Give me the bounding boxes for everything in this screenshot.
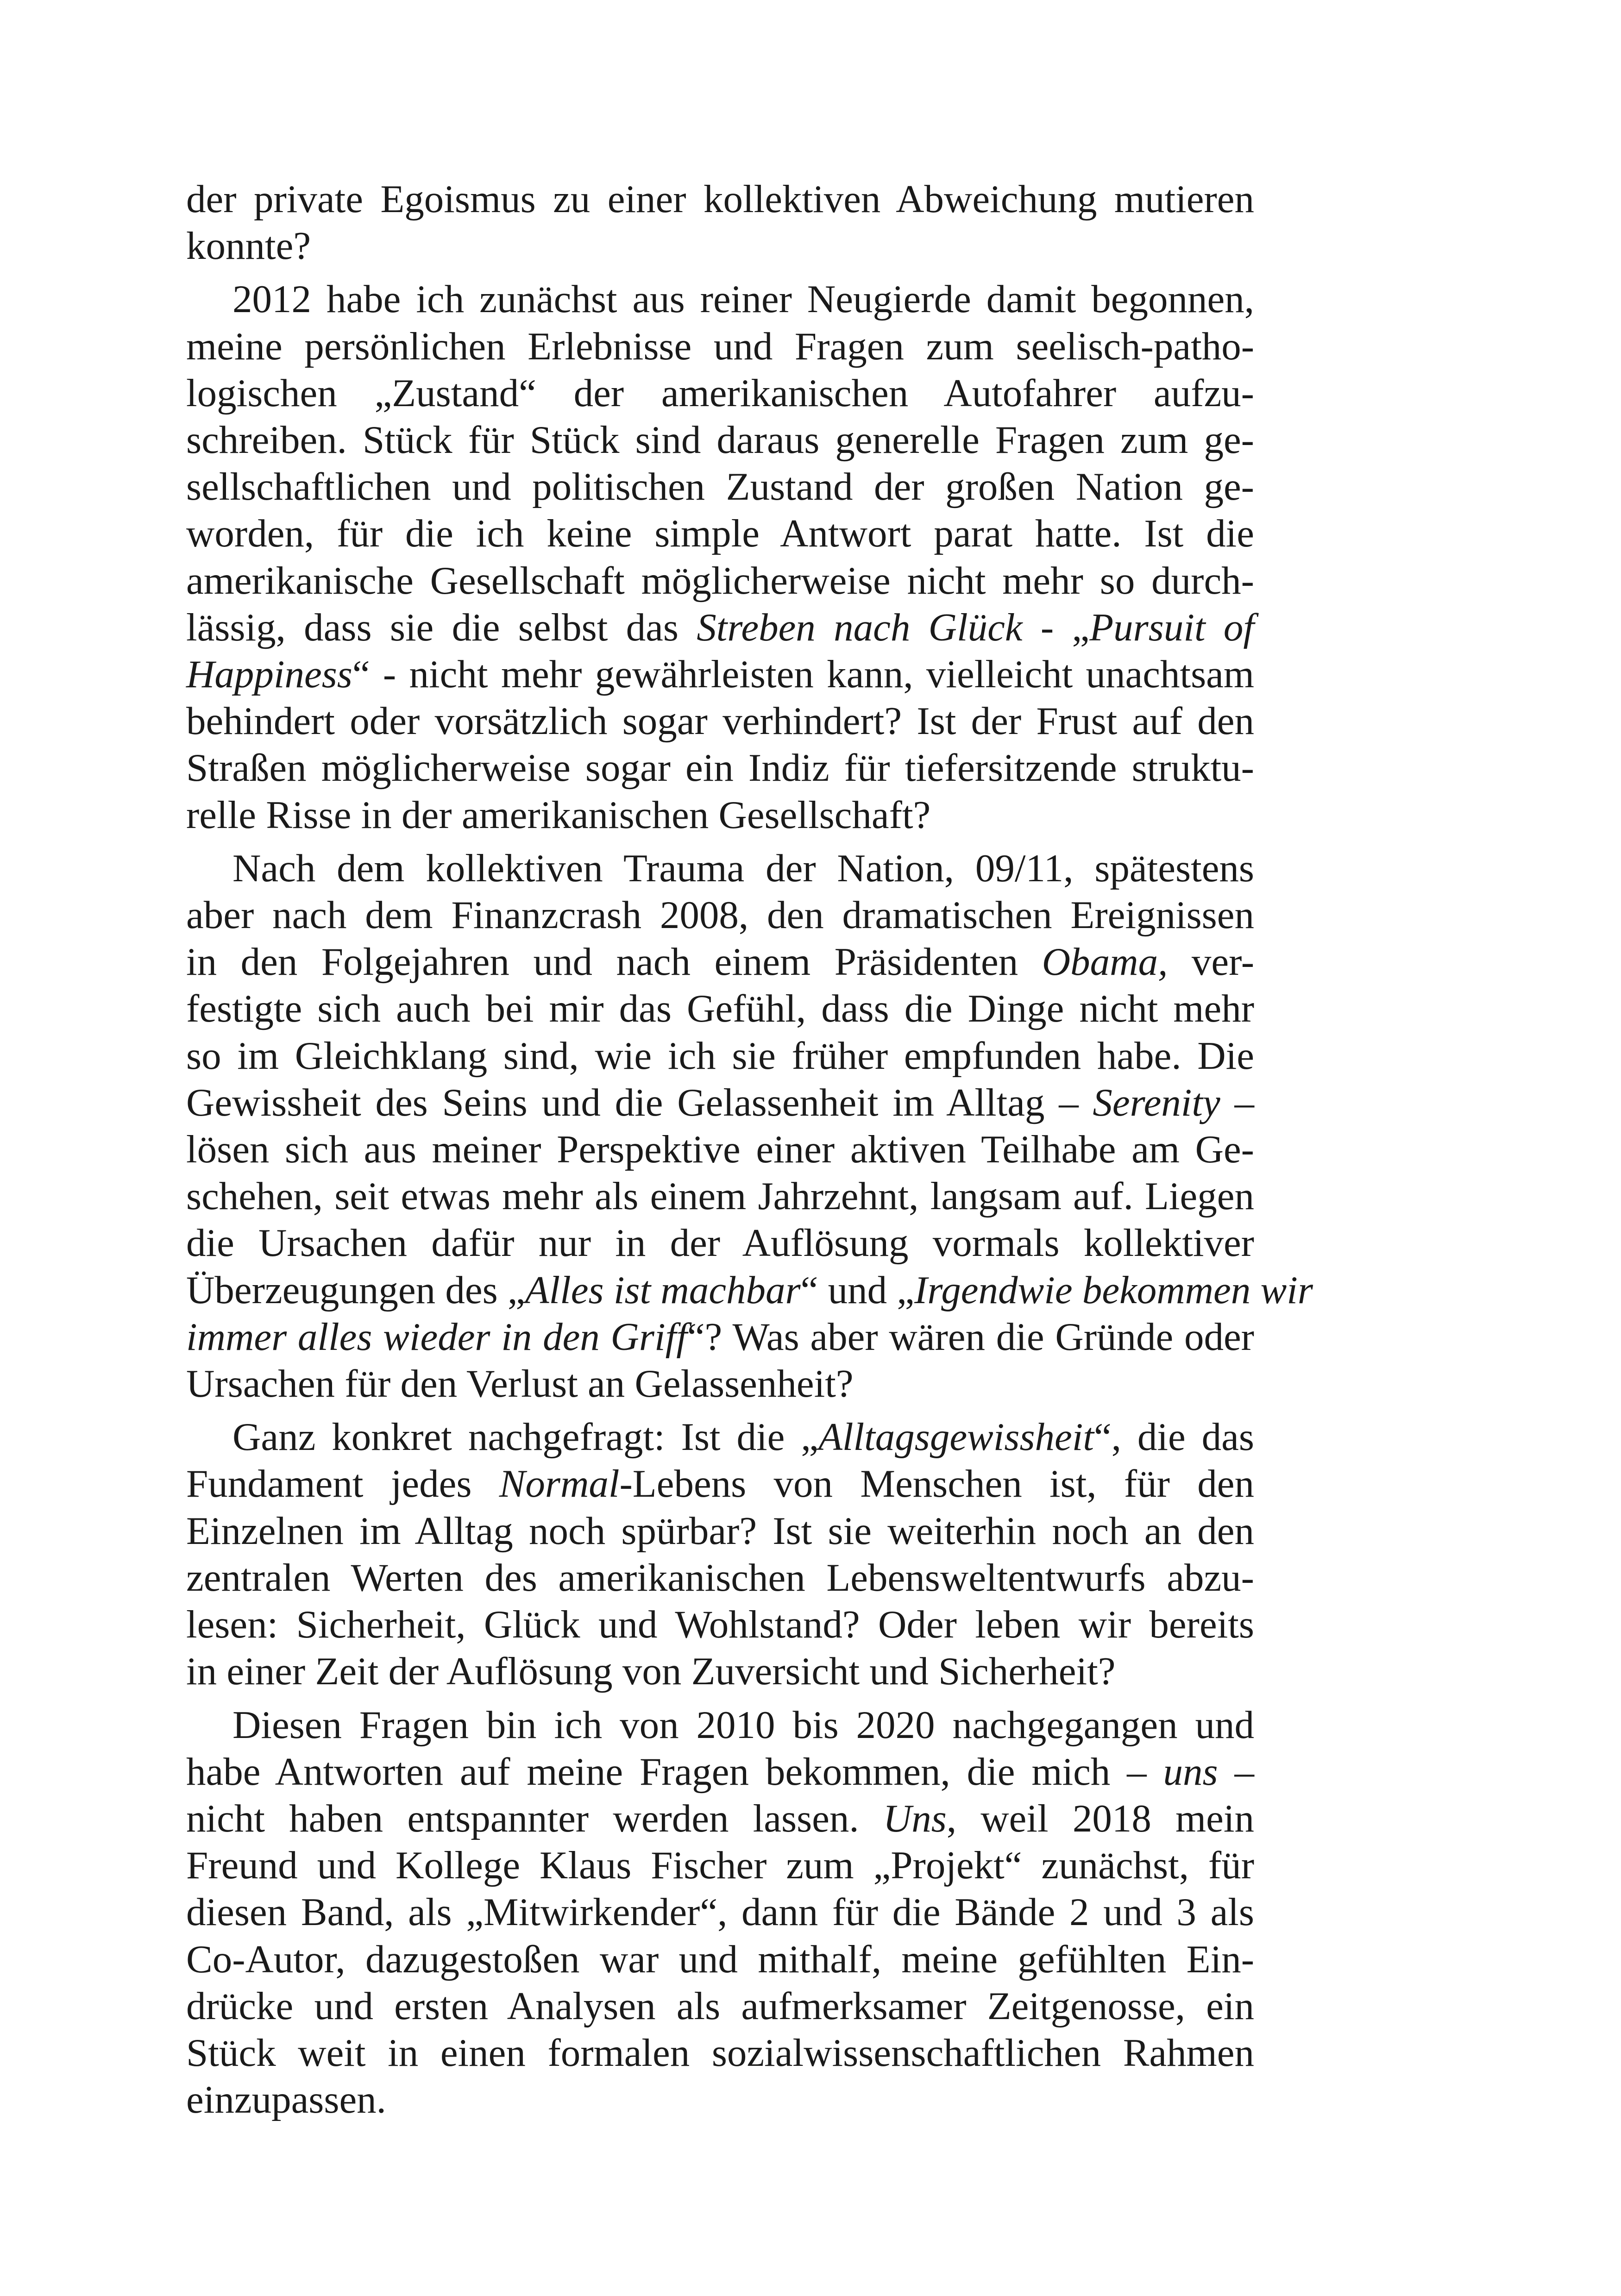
text-run: drücke und ersten Analysen als aufmerksamer Zeitgenosse, ein xyxy=(186,1984,1254,2028)
text-run: konnte? xyxy=(186,224,311,268)
text-run: worden, für die ich keine simple Antwort parat hatte. Ist die xyxy=(186,512,1254,556)
text-line xyxy=(186,1983,1254,2030)
text-line xyxy=(186,2030,1254,2076)
text-line xyxy=(186,1033,1254,1079)
text-line xyxy=(186,558,1254,604)
text-line xyxy=(186,464,1254,510)
text-run: “ und „ xyxy=(800,1268,915,1312)
text-run: zentralen Werten des amerikanischen Lebensweltentwurfs abzu- xyxy=(186,1556,1254,1600)
paragraph xyxy=(186,1702,1254,2124)
text-run: in einer Zeit der Auflösung von Zuversicht und Sicherheit? xyxy=(186,1650,1116,1694)
text-run: nicht haben entspannter werden lassen. xyxy=(186,1796,883,1840)
text-line xyxy=(186,1749,1254,1795)
text-run: meine persönlichen Erlebnisse und Fragen zum seelisch-patho- xyxy=(186,324,1254,368)
emphasis: Streben nach Glück xyxy=(697,605,1023,649)
text-run: – xyxy=(1218,1750,1255,1794)
text-run: 2012 habe ich zunächst aus reiner Neugierde damit begonnen, xyxy=(232,277,1254,321)
text-line xyxy=(186,792,1254,839)
text-line xyxy=(186,1601,1254,1648)
text-line xyxy=(186,1889,1254,1936)
text-line xyxy=(186,1173,1254,1220)
text-line xyxy=(186,276,1254,323)
text-line xyxy=(186,1842,1254,1889)
text-run: Gewissheit des Seins und die Gelassenheit im Alltag – xyxy=(186,1080,1093,1124)
text-run: lesen: Sicherheit, Glück und Wohlstand? Oder leben wir bereits xyxy=(186,1603,1254,1647)
text-line xyxy=(186,939,1254,985)
text-line xyxy=(186,370,1254,417)
emphasis: uns xyxy=(1163,1750,1218,1794)
text-line xyxy=(186,1414,1254,1461)
emphasis: Uns xyxy=(883,1796,947,1840)
emphasis: Normal xyxy=(499,1462,620,1506)
text-run: schreiben. Stück für Stück sind daraus generelle Fragen zum ge- xyxy=(186,418,1254,462)
text-line xyxy=(186,604,1254,651)
text-line xyxy=(186,1461,1254,1507)
text-line xyxy=(186,985,1254,1032)
text-run: aber nach dem Finanzcrash 2008, den dramatischen Ereignissen xyxy=(186,893,1254,937)
text-run: “ - nicht mehr gewährleisten kann, vielleicht unachtsam xyxy=(352,652,1254,696)
paragraph xyxy=(186,176,1254,270)
text-run: diesen Band, als „Mitwirkender“, dann für die Bände 2 und 3 als xyxy=(186,1890,1254,1934)
text-run: – xyxy=(1220,1080,1254,1124)
text-line xyxy=(186,1079,1254,1126)
text-run: -Lebens von Menschen ist, für den xyxy=(619,1462,1255,1506)
paragraph xyxy=(186,276,1254,838)
text-run: so im Gleichklang sind, wie ich sie früher empfunden habe. Die xyxy=(186,1034,1254,1078)
text-line xyxy=(186,1795,1254,1842)
text-line xyxy=(186,2076,1254,2123)
text-run: Diesen Fragen bin ich von 2010 bis 2020 nachgegangen und xyxy=(232,1703,1254,1747)
text-run: lösen sich aus meiner Perspektive einer aktiven Teilhabe am Ge- xyxy=(186,1128,1254,1172)
text-run: festigte sich auch bei mir das Gefühl, dass die Dinge nicht mehr xyxy=(186,987,1254,1031)
text-run: Stück weit in einen formalen sozialwissenschaftlichen Rahmen xyxy=(186,2031,1254,2075)
text-line xyxy=(186,1508,1254,1555)
text-run: in den Folgejahren und nach einem Präsidenten xyxy=(186,940,1042,984)
text-line xyxy=(186,1648,1254,1695)
text-run: Co-Autor, dazugestoßen war und mithalf, meine gefühlten Ein- xyxy=(186,1937,1254,1981)
text-line xyxy=(186,745,1254,791)
text-run: ver- xyxy=(1168,940,1254,984)
text-run: einzupassen. xyxy=(186,2078,386,2122)
emphasis: Alltagsgewissheit xyxy=(818,1415,1094,1459)
text-run: , weil 2018 mein xyxy=(946,1796,1254,1840)
text-run: relle Risse in der amerikanischen Gesellschaft? xyxy=(186,793,931,837)
emphasis: immer alles wieder in den Griff xyxy=(186,1315,687,1359)
text-run: Ganz konkret nachgefragt: Ist die „ xyxy=(232,1415,818,1459)
text-line xyxy=(186,651,1254,698)
text-run: die Ursachen dafür nur in der Auflösung vormals kollektiver xyxy=(186,1221,1254,1265)
text-line xyxy=(186,510,1254,557)
text-run: Fundament jedes xyxy=(186,1462,499,1506)
text-run: behindert oder vorsätzlich sogar verhindert? Ist der Frust auf den xyxy=(186,699,1254,743)
text-line xyxy=(186,323,1254,370)
text-line xyxy=(186,176,1254,223)
text-run: amerikanische Gesellschaft möglicherweise nicht mehr so durch- xyxy=(186,558,1254,602)
text-run: Einzelnen im Alltag noch spürbar? Ist sie weiterhin noch an den xyxy=(186,1509,1254,1553)
text-run: habe Antworten auf meine Fragen bekommen, die mich – xyxy=(186,1750,1163,1794)
emphasis: Serenity xyxy=(1093,1080,1220,1124)
text-run: Überzeugungen des „ xyxy=(186,1268,525,1312)
text-run: “? Was aber wären die Gründe oder xyxy=(687,1315,1254,1359)
text-line xyxy=(186,698,1254,745)
text-run: schehen, seit etwas mehr als einem Jahrzehnt, langsam auf. Liegen xyxy=(186,1174,1254,1218)
text-line xyxy=(186,1220,1254,1267)
emphasis: Irgendwie bekommen wir xyxy=(914,1268,1313,1312)
text-line xyxy=(186,845,1254,892)
text-line xyxy=(186,1267,1313,1314)
emphasis: Alles ist machbar xyxy=(525,1268,801,1312)
emphasis: Pursuit of xyxy=(1089,605,1254,649)
text-run: “, die das xyxy=(1093,1415,1254,1459)
text-line xyxy=(186,892,1254,939)
text-run: Nach dem kollektiven Trauma der Nation, 09/11, spätestens xyxy=(232,846,1254,890)
text-run: lässig, dass sie die selbst das xyxy=(186,605,697,649)
text-line xyxy=(186,1314,1254,1361)
text-line xyxy=(186,1702,1254,1749)
text-run: logischen „Zustand“ der amerikanischen Autofahrer aufzu- xyxy=(186,371,1254,415)
text-run: Ursachen für den Verlust an Gelassenheit? xyxy=(186,1362,854,1406)
text-line xyxy=(186,417,1254,464)
text-line xyxy=(186,1361,1254,1407)
text-run: sellschaftlichen und politischen Zustand der großen Nation ge- xyxy=(186,465,1254,509)
text-line xyxy=(186,1936,1254,1983)
text-line xyxy=(186,1126,1254,1173)
body-text xyxy=(186,176,1313,2123)
emphasis: Happiness xyxy=(186,652,352,696)
text-run: - „ xyxy=(1022,605,1090,649)
text-run: der private Egoismus zu einer kollektiven Abweichung mutieren xyxy=(186,177,1254,221)
paragraph xyxy=(186,845,1313,1407)
text-run: Freund und Kollege Klaus Fischer zum „Projekt“ zunächst, für xyxy=(186,1844,1254,1888)
text-line xyxy=(186,1555,1254,1601)
text-line xyxy=(186,223,1254,270)
emphasis: Obama, xyxy=(1042,940,1168,984)
paragraph xyxy=(186,1414,1254,1695)
text-run: Straßen möglicherweise sogar ein Indiz für tiefersitzende struktu- xyxy=(186,746,1254,790)
